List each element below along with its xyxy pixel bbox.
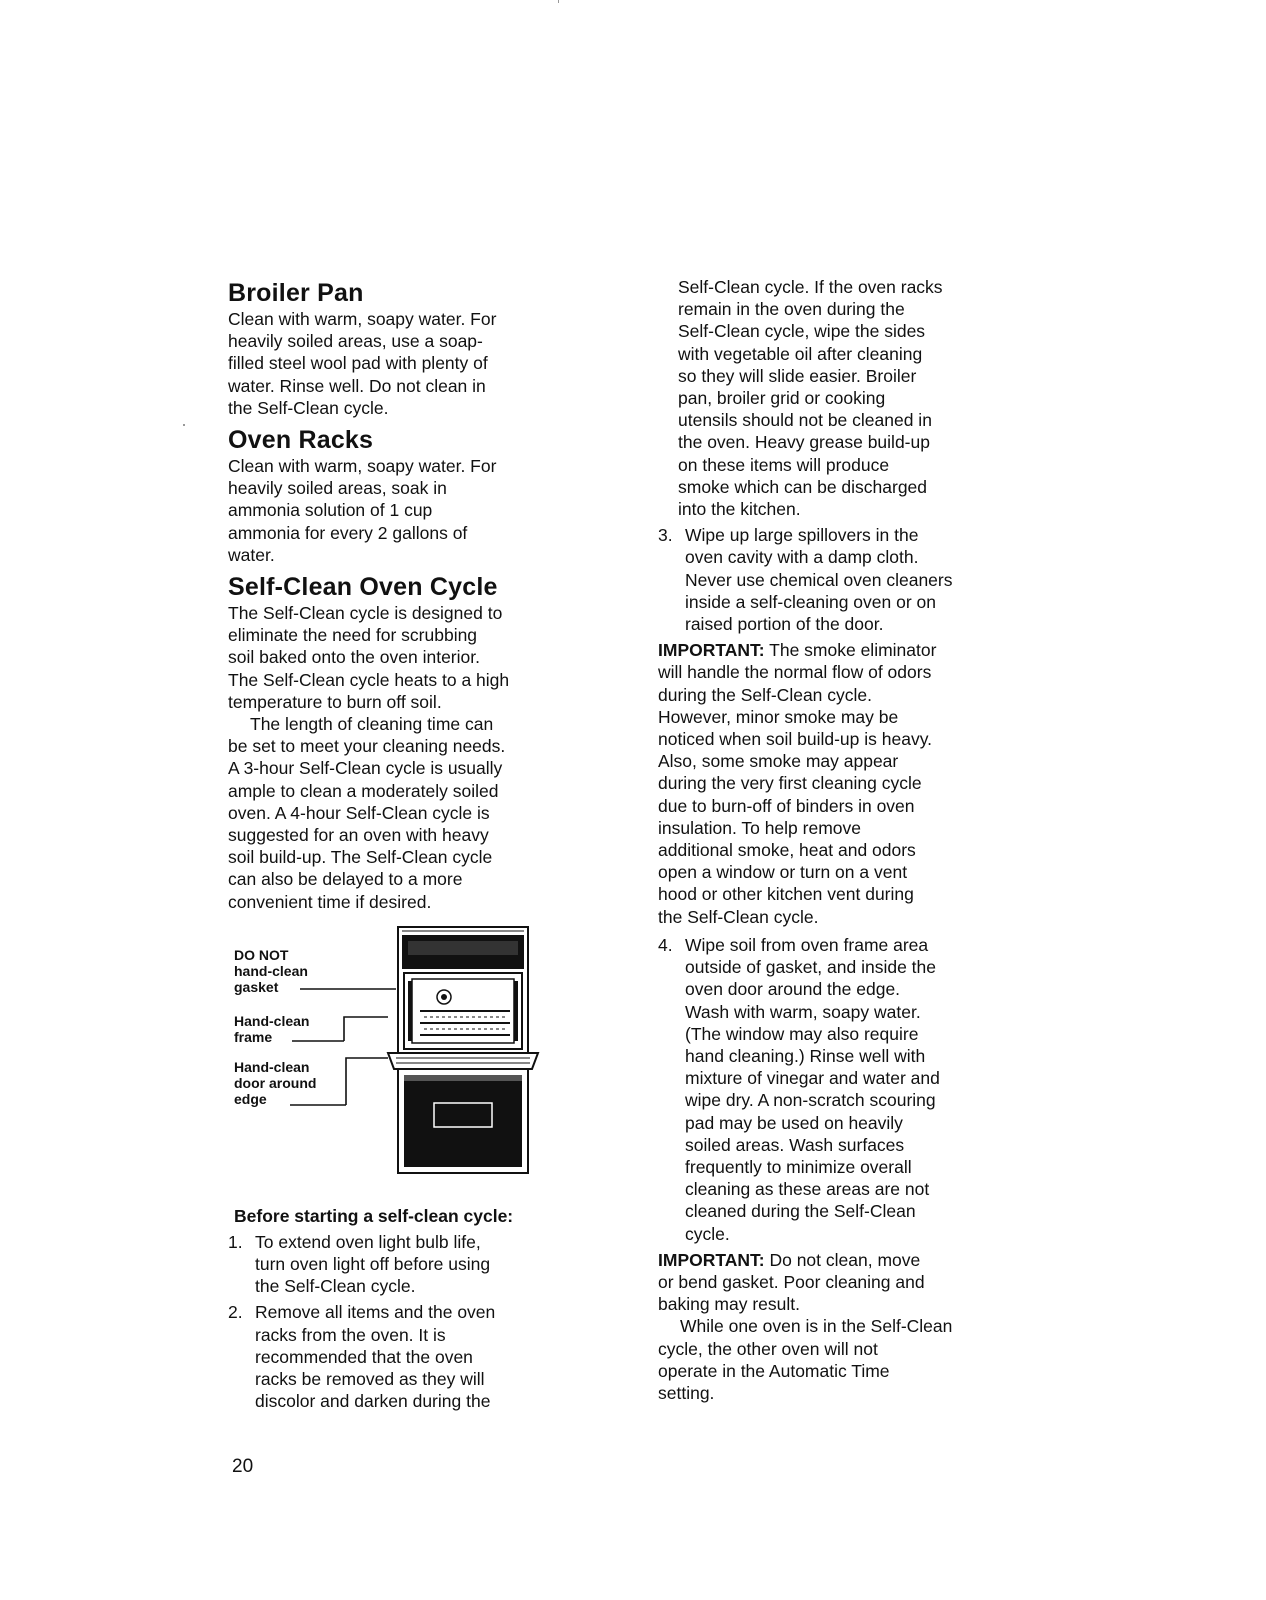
heading-self-clean: Self-Clean Oven Cycle bbox=[228, 573, 498, 602]
step-number: 3. bbox=[658, 525, 673, 546]
oven-racks-text: Clean with warm, soapy water. For heavily soiled areas, soak in ammonia solution of 1 cup ammonia for every 2 gallons of water. bbox=[228, 456, 497, 565]
steps-list-left bbox=[228, 1231, 568, 1413]
left-column bbox=[228, 278, 568, 1417]
important-note-2 bbox=[658, 1249, 1008, 1316]
step-2-continuation: Self-Clean cycle. If the oven racks remain in the oven during the Self-Clean cycle, wipe the sides with vegetable oil after cleaning so they will slide easier. Broiler pan, broiler grid or cooking utensils should not be cleaned in the oven. Heavy grease build-up on these items will produce smoke which can be discharged into the kitchen. bbox=[678, 277, 943, 520]
self-clean-para-2: The length of cleaning time can be set to meet your cleaning needs. A 3-hour Self-Clean cycle is usually ample to clean a moderately soiled oven. A 4-hour Self-Clean cycle is suggested for an oven with heavy soil build-up. The Self-Clean cycle can also be delayed to a more convenient time if desired. bbox=[228, 714, 506, 912]
label-door: Hand-clean door around edge bbox=[234, 1058, 317, 1107]
step-text: Remove all items and the oven racks from the oven. It is recommended that the oven racks be removed as they will discolor and darken during the bbox=[255, 1302, 496, 1412]
broiler-pan-text: Clean with warm, soapy water. For heavily soiled areas, use a soap- filled steel wool pad with plenty of water. Rinse well. Do not clean in the Self-Clean cycle. bbox=[228, 309, 497, 418]
list-item bbox=[228, 1301, 568, 1412]
scan-mark bbox=[183, 424, 185, 426]
page-number: 20 bbox=[232, 1456, 254, 1477]
important-text: The smoke eliminator will handle the normal flow of odors during the Self-Clean cycle. However, minor smoke may be noticed when soil build-up is heavy. Also, some smoke may appear during the very first cleaning cycle due to burn-off of binders in oven insulation. To help remove additional smoke, heat and odors open a window or turn on a vent hood or other kitchen vent during the Self-Clean cycle. bbox=[658, 640, 937, 927]
oven-diagram bbox=[228, 925, 568, 1195]
heading-oven-racks: Oven Racks bbox=[228, 426, 374, 455]
steps-list-right-2 bbox=[658, 934, 1008, 1245]
self-clean-para-1: The Self-Clean cycle is designed to eliminate the need for scrubbing soil baked onto the oven interior. The Self-Clean cycle heats to a high temperature to burn off soil. bbox=[228, 603, 510, 712]
step-text: Wipe up large spillovers in the oven cavity with a damp cloth. Never use chemical oven cleaners inside a self-cleaning oven or on raised portion of the door. bbox=[685, 525, 953, 635]
closing-paragraph: While one oven is in the Self-Clean cycle, the other oven will not operate in the Automatic Time setting. bbox=[658, 1316, 953, 1403]
before-self-clean-heading: Before starting a self-clean cycle: bbox=[234, 1205, 514, 1226]
list-item bbox=[658, 524, 1008, 635]
important-label: IMPORTANT: bbox=[658, 640, 765, 661]
list-item bbox=[228, 1231, 568, 1298]
step-text: To extend oven light bulb life, turn oven light off before using the Self-Clean cycle. bbox=[255, 1231, 491, 1297]
scan-mark bbox=[558, 0, 559, 3]
important-text: Do not clean, move or bend gasket. Poor cleaning and baking may result. bbox=[658, 1249, 925, 1315]
oven-illustration bbox=[228, 925, 568, 1195]
step-number: 1. bbox=[228, 1231, 243, 1252]
label-gasket: DO NOT hand-clean gasket bbox=[234, 946, 308, 995]
step-number: 2. bbox=[228, 1302, 243, 1323]
important-label: IMPORTANT: bbox=[658, 1249, 765, 1270]
step-number: 4. bbox=[658, 934, 673, 955]
step-text: Wipe soil from oven frame area outside of gasket, and inside the oven door around the edge. Wash with warm, soapy water. (The window may also require hand cleaning.) Rinse well with mixture of vinegar and water and wipe dry. A non-scratch scouring pad may be used on heavily soiled areas. Wash surfaces frequently to minimize overall cleaning as these areas are not cleaned during the Self-Clean cycle. bbox=[685, 934, 940, 1244]
heading-broiler-pan: Broiler Pan bbox=[228, 279, 364, 307]
right-column bbox=[658, 276, 1008, 1404]
list-item bbox=[658, 934, 1008, 1245]
important-note-1 bbox=[658, 639, 1008, 928]
steps-list-right bbox=[658, 524, 1008, 635]
label-frame: Hand-clean frame bbox=[234, 1012, 310, 1045]
